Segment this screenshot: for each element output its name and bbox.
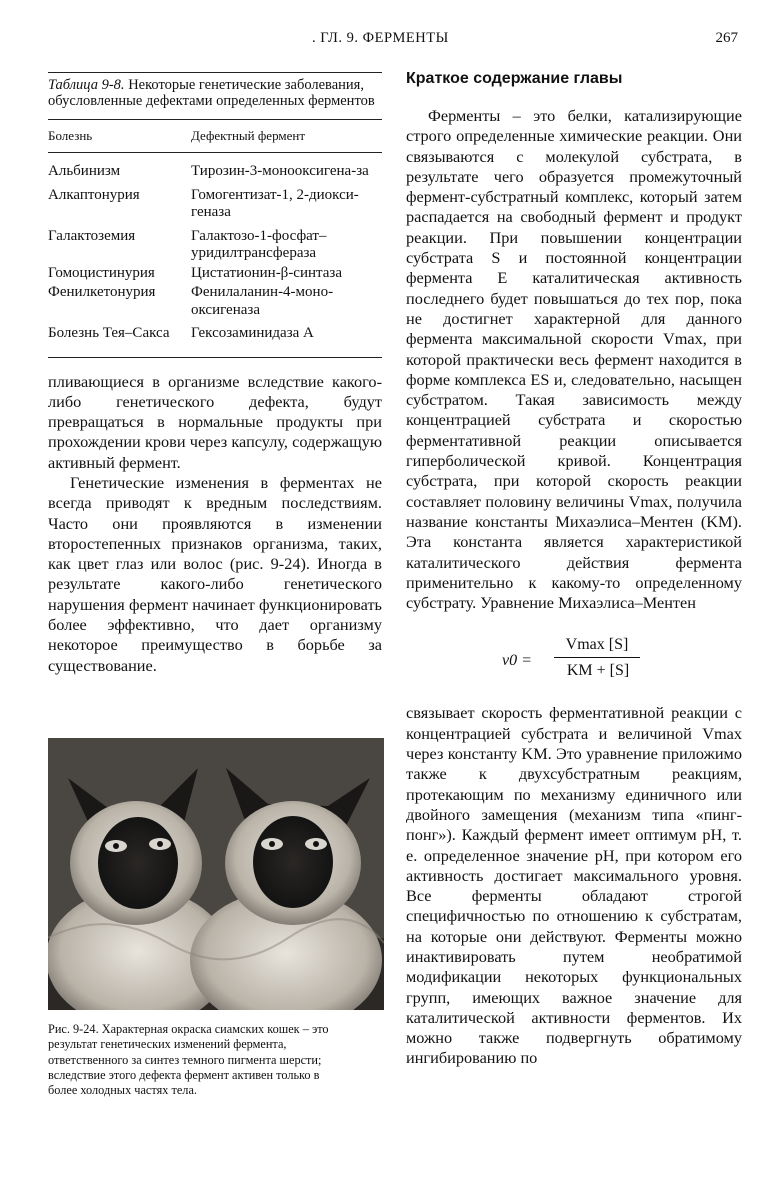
table-cell-disease: Болезнь Тея–Сакса <box>48 325 170 341</box>
formula-numerator: Vmax [S] <box>565 636 629 654</box>
left-column <box>48 72 382 676</box>
table-caption-text: Некоторые генетические заболевания, обусловленные дефектами определенных ферментов <box>48 77 375 109</box>
table-cell-enzyme: Фенилаланин-4-моно-оксигеназа <box>191 284 334 318</box>
left-paragraph-2: Генетические изменения в ферментах не всегда приводят к вредным последствиям. Часто они проявляются в изменении второстепенных признаков организма, таких, как цвет глаз или волос (рис. 9-24). Иногда в результате какого-либо генетического нарушения фермент начинает функционировать более эффективно, что дает организму некоторое преимущество в борьбе за существование. <box>48 472 382 675</box>
table-cell-enzyme: Тирозин-3-монооксигена-за <box>191 163 369 179</box>
summary-title: Краткое содержание главы <box>406 70 623 87</box>
left-paragraph-1: пливающиеся в организме вследствие какого-либо генетического дефекта, будут превращаться в нормальные продукты при прохождении крови через капсулу, содержащую активный фермент. <box>48 371 382 472</box>
table-row <box>48 284 382 319</box>
table-cell-enzyme: Гексозаминидаза А <box>191 325 314 341</box>
table-cell-disease: Альбинизм <box>48 163 121 179</box>
table-cell-enzyme: Цистатионин-β-синтаза <box>191 264 343 281</box>
summary-paragraph-2: связывает скорость ферментативной реакции с концентрацией субстрата и величиной Vmax через константу KM. Это уравнение приложимо также к двухсубстратным реакциям, протекающим по механизму единичного или двойного замещения (механизм типа «пинг-понг»). Каждый фермент имеет оптимум pH, т. е. определенное значение pH, при котором его активность достигает максимального уровня. Все ферменты обладают строгой специфичностью по отношению к субстратам, на которые они действуют. Ферменты можно инактивировать путем необратимой модификации некоторых функциональных групп, имеющих важное значение для каталитической активности ферментов. Их можно также подвергнуть обратимому ингибированию по <box>406 703 742 1068</box>
formula-lhs: v0 = <box>502 652 532 670</box>
table-body <box>48 153 382 358</box>
table-cell-disease: Алкаптонурия <box>48 186 140 203</box>
table-cell-disease: Фенилкетонурия <box>48 284 156 300</box>
summary-paragraph-1: Ферменты – это белки, катализирующие строго определенные химические реакции. Они связываются с молекулой субстрата, в результате чего образуется промежуточный фермент-субстратный комплекс, который затем распадается на свободный фермент и продукт реакции. При повышении концентрации субстрата S и постоянной концентрации фермента E каталитическая активность последнего будет повышаться до тех пор, пока не достигнет характерной для данного фермента максимальной скорости Vmax, при которой практически весь фермент находится в форме комплекса ES и, следовательно, насыщен субстратом. Такая зависимость между концентрацией субстрата и скоростью ферментативной реакции описывается гиперболической кривой. Концентрация субстрата, при которой скорость реакции составляет половину величины Vmax, получила название константы Михаэлиса–Ментен (KM). Эта константа является характеристикой каталитического действия фермента применительно к какому-то определенному субстрату. Уравнение Михаэлиса–Ментен <box>406 106 742 613</box>
summary-body <box>406 106 742 1069</box>
table-header <box>48 119 382 153</box>
table-cell-disease: Галактоземия <box>48 227 136 244</box>
table-header-enzyme: Дефектный фермент <box>191 128 306 143</box>
table-cell-enzyme: Галактозо-1-фосфат–уридилтрансфераза <box>191 227 327 261</box>
table-caption-label: Таблица 9-8. <box>48 77 125 93</box>
table-header-disease: Болезнь <box>48 128 93 143</box>
table-cell-disease: Гомоцистинурия <box>48 264 155 281</box>
page-number: 267 <box>715 30 738 46</box>
table-caption <box>48 73 382 113</box>
formula-denominator: KM + [S] <box>566 662 630 680</box>
left-body-text <box>48 372 382 676</box>
running-header: . ГЛ. 9. ФЕРМЕНТЫ <box>312 30 449 46</box>
table-row <box>48 163 382 181</box>
table-row <box>48 325 382 343</box>
michaelis-menten-formula <box>406 631 742 693</box>
table-row <box>48 187 382 222</box>
figure-caption: Рис. 9-24. Характерная окраска сиамских кошек – это результат генетических изменений фермента, ответственного за синтез темного пигмента шерсти; вследствие этого дефекта фермент активен только в более холодных частях тела. <box>48 1022 329 1098</box>
siamese-cats-photo <box>48 738 384 1010</box>
table-row <box>48 265 382 283</box>
formula-fraction-bar <box>554 657 640 658</box>
table-cell-enzyme: Гомогентизат-1, 2-диокси-геназа <box>191 186 359 220</box>
table-row <box>48 228 382 263</box>
right-column <box>406 70 742 1069</box>
